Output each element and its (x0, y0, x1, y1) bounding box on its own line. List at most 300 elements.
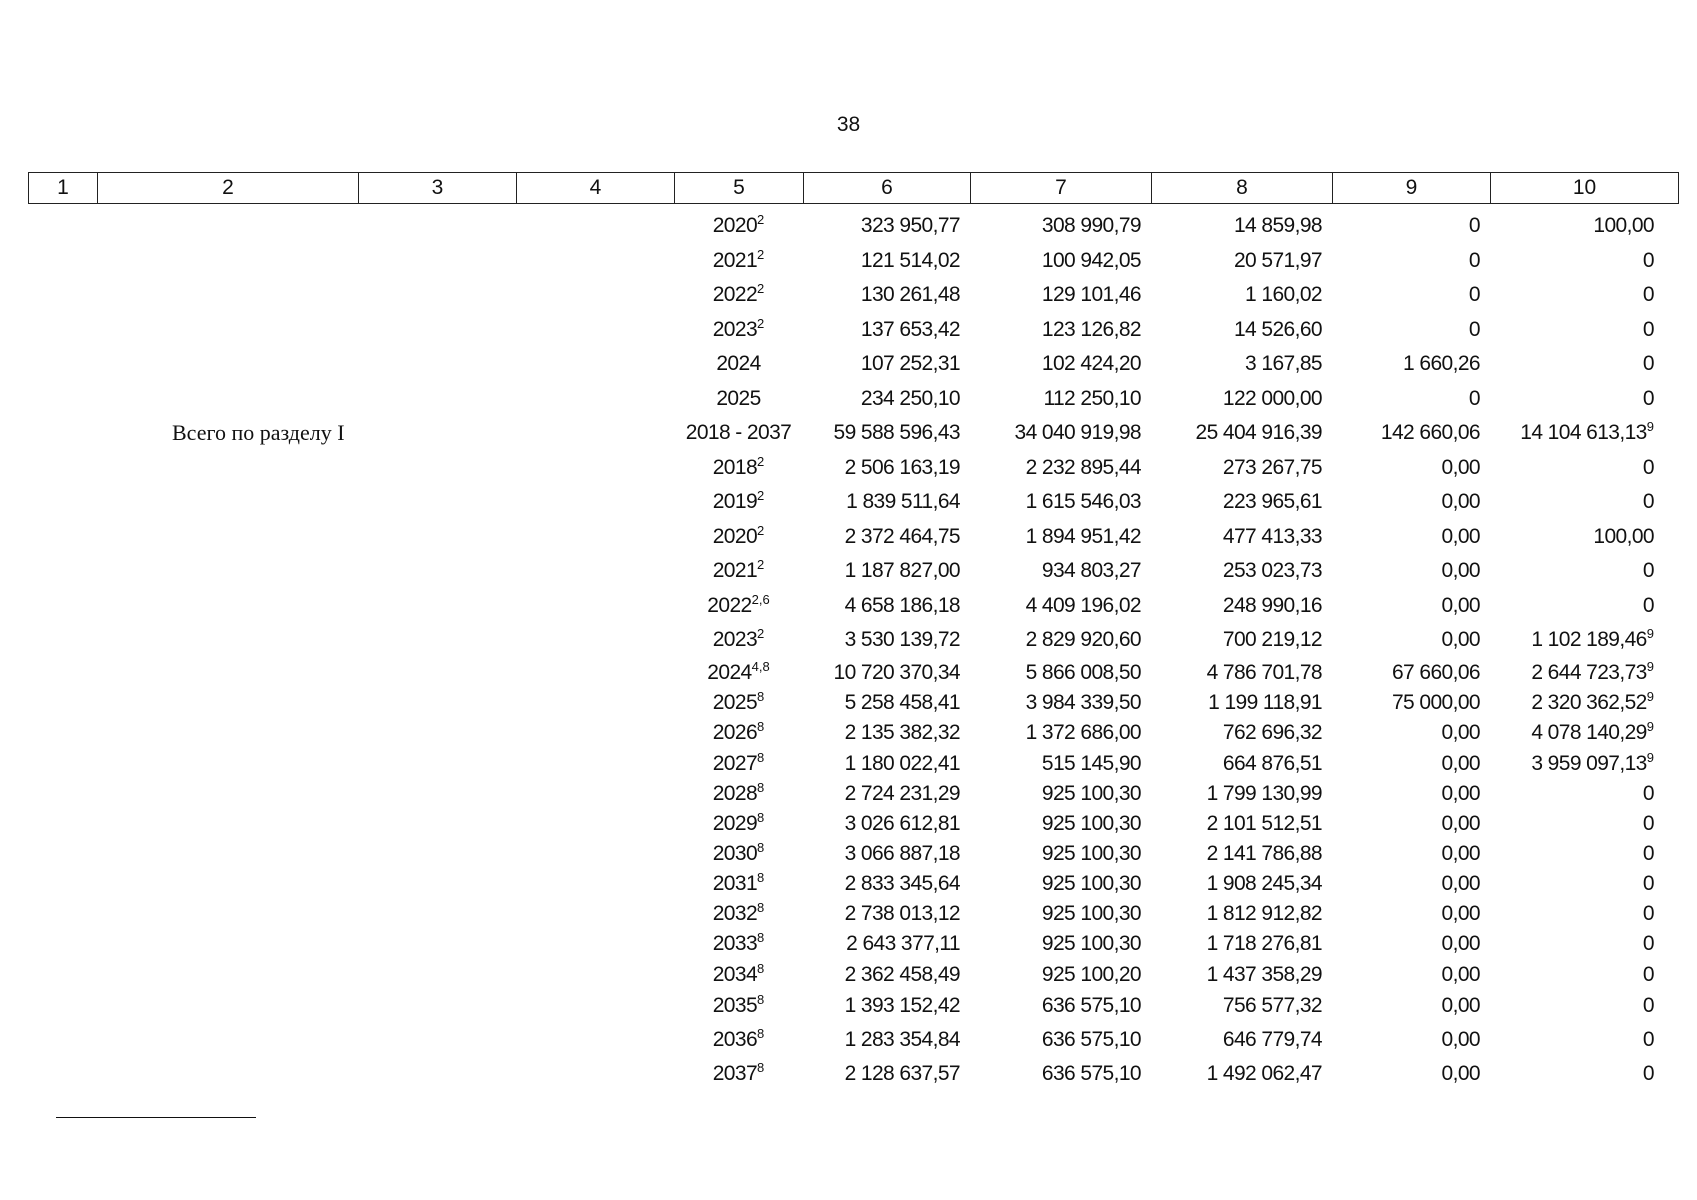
column-number-8: 8 (1152, 173, 1333, 204)
amount-c7: 4 409 196,02 (1025, 593, 1141, 617)
col-3-cell (358, 779, 516, 809)
amount-c10-value: 2 320 362,52 (1531, 691, 1647, 714)
amount-c8: 477 413,33 (1222, 524, 1322, 548)
col-2-cell (97, 209, 358, 243)
amount-c7: 112 250,10 (1043, 386, 1141, 410)
amount-c9: 0,00 (1441, 628, 1480, 651)
amount-c9: 0,00 (1441, 932, 1480, 955)
amount-c8: 1 160,02 (1245, 283, 1322, 306)
amount-c10 (1490, 748, 1678, 779)
col-3-cell (358, 519, 516, 554)
year-footnote-mark: 8 (757, 992, 765, 1007)
amount-c10-value: 0 (1642, 932, 1654, 955)
col-2-cell (97, 278, 358, 312)
table-row (28, 243, 1678, 278)
amount-c10-value: 2 644 723,73 (1531, 660, 1647, 684)
col-2-cell (97, 485, 358, 519)
col-4-cell (516, 278, 674, 312)
amount-c9: 0 (1468, 214, 1480, 237)
amount-c8: 762 696,32 (1222, 721, 1322, 744)
amount-c10 (1490, 312, 1678, 347)
amount-c9: 0,00 (1441, 559, 1480, 582)
table-row (28, 990, 1678, 1022)
col-3-cell (358, 209, 516, 243)
year-footnote-mark: 4,8 (751, 658, 770, 674)
year-value: 2023 (712, 317, 758, 341)
year-value: 2036 (712, 1027, 758, 1051)
year-footnote-mark: 8 (757, 1060, 765, 1075)
col-4-cell (516, 381, 674, 416)
amount-c10-value: 0 (1642, 283, 1654, 306)
year-cell (674, 243, 803, 278)
table-row (28, 1057, 1678, 1091)
col-1-cell (28, 588, 97, 623)
year-cell (674, 1057, 803, 1091)
year-footnote-mark: 2 (757, 246, 765, 262)
col-2-cell (97, 381, 358, 416)
col-3-cell (358, 1022, 516, 1057)
amount-c10-value: 0 (1642, 559, 1654, 582)
col-1-cell (28, 278, 97, 312)
year-value: 2037 (712, 1062, 758, 1085)
year-value: 2028 (712, 782, 758, 805)
column-number-9: 9 (1333, 173, 1491, 204)
column-number-2: 2 (98, 173, 359, 204)
amount-c7: 925 100,30 (1041, 872, 1141, 895)
amount-c6: 1 839 511,64 (846, 490, 960, 513)
amount-c7: 925 100,20 (1041, 962, 1141, 986)
amount-c7: 636 575,10 (1041, 1027, 1141, 1051)
col-3-cell (358, 485, 516, 519)
amount-c10 (1490, 657, 1678, 688)
table-row (28, 312, 1678, 347)
col-4-cell (516, 450, 674, 485)
col-1-cell (28, 959, 97, 990)
section-total-label: Всего по разделу I (172, 420, 345, 445)
year-value: 2027 (712, 751, 758, 775)
amount-c10-value: 0 (1642, 962, 1654, 986)
amount-c10-value: 4 078 140,29 (1531, 721, 1647, 744)
year-footnote-mark: 2 (757, 557, 765, 572)
col-4-cell (516, 839, 674, 869)
col-2-cell (97, 347, 358, 381)
year-value: 2018 - 2037 (685, 421, 792, 444)
year-value: 2033 (712, 932, 758, 955)
amount-c10-value: 1 102 189,46 (1531, 628, 1647, 651)
year-footnote-mark: 8 (757, 960, 765, 976)
col-1-cell (28, 1022, 97, 1057)
amount-c6: 5 258 458,41 (844, 691, 960, 714)
amount-c9: 0,00 (1441, 872, 1480, 895)
amount-c10 (1490, 899, 1678, 929)
col-4-cell (516, 1022, 674, 1057)
amount-c6: 323 950,77 (860, 214, 960, 237)
amount-c7: 515 145,90 (1041, 751, 1141, 775)
amount-c10-value: 100,00 (1593, 214, 1654, 237)
year-footnote-mark: 8 (757, 749, 765, 765)
amount-c6: 1 180 022,41 (844, 751, 960, 775)
amount-c6: 10 720 370,34 (833, 660, 960, 684)
amount-c10-value: 0 (1642, 490, 1654, 513)
table-row (28, 899, 1678, 929)
amount-c10 (1490, 623, 1678, 657)
amount-c8: 20 571,97 (1233, 248, 1322, 272)
table-row (28, 347, 1678, 381)
amount-c8: 700 219,12 (1222, 628, 1322, 651)
year-footnote-mark: 8 (757, 900, 765, 915)
year-cell (674, 1022, 803, 1057)
column-number-7: 7 (971, 173, 1152, 204)
amount-c9: 0,00 (1441, 490, 1480, 513)
amount-c10-value: 0 (1642, 994, 1654, 1017)
year-footnote-mark: 2 (757, 315, 765, 331)
column-number-4: 4 (517, 173, 675, 204)
col-3-cell (358, 243, 516, 278)
table-row (28, 209, 1678, 243)
amount-c10-value: 0 (1642, 248, 1654, 272)
amount-c6: 3 066 887,18 (844, 842, 960, 865)
year-value: 2029 (712, 812, 758, 835)
amount-c9: 0,00 (1441, 1062, 1480, 1085)
page-number: 38 (836, 113, 861, 136)
column-number-1: 1 (29, 173, 98, 204)
year-cell (674, 929, 803, 959)
amount-c7: 1 894 951,42 (1025, 524, 1141, 548)
amount-c7: 2 829 920,60 (1025, 628, 1141, 651)
footnote-separator (56, 1117, 256, 1118)
table-row (28, 1022, 1678, 1057)
amount-c10 (1490, 809, 1678, 839)
col-2-cell (97, 839, 358, 869)
year-value: 2032 (712, 902, 758, 925)
year-value: 2031 (712, 872, 758, 895)
amount-c9: 0,00 (1441, 751, 1480, 775)
col-4-cell (516, 809, 674, 839)
amount-c9: 0,00 (1441, 902, 1480, 925)
year-footnote-mark: 2 (757, 212, 765, 227)
col-3-cell (358, 278, 516, 312)
amount-c10-value: 3 959 097,13 (1531, 751, 1647, 775)
amount-c10-value: 0 (1642, 1062, 1654, 1085)
col-3-cell (358, 381, 516, 416)
col-2-cell (97, 688, 358, 718)
col-3-cell (358, 1057, 516, 1091)
amount-c9: 0,00 (1441, 962, 1480, 986)
col-1-cell (28, 899, 97, 929)
col-4-cell (516, 485, 674, 519)
amount-c6: 234 250,10 (860, 386, 960, 410)
amount-c6: 1 187 827,00 (844, 559, 960, 582)
amount-c10 (1490, 209, 1678, 243)
amount-c9: 0,00 (1441, 524, 1480, 548)
col-2-cell (97, 899, 358, 929)
table-row (28, 416, 1678, 450)
amount-c9: 0,00 (1441, 842, 1480, 865)
year-value: 2021 (712, 248, 758, 272)
column-number-header (28, 172, 1679, 204)
col-2-cell (97, 929, 358, 959)
col-1-cell (28, 519, 97, 554)
amount-c9: 0 (1468, 248, 1480, 272)
column-number-5: 5 (675, 173, 804, 204)
col-1-cell (28, 869, 97, 899)
table-row (28, 688, 1678, 718)
amount-c9: 0,00 (1441, 721, 1480, 744)
amount-c10 (1490, 1022, 1678, 1057)
amount-c10 (1490, 243, 1678, 278)
amount-c9: 0,00 (1441, 782, 1480, 805)
amount-c7: 100 942,05 (1041, 248, 1141, 272)
year-value: 2018 (712, 455, 758, 479)
col-2-cell (97, 450, 358, 485)
amount-c7: 123 126,82 (1041, 317, 1141, 341)
amount-c8: 14 526,60 (1233, 317, 1322, 341)
year-cell (674, 209, 803, 243)
amount-c10-value: 0 (1642, 317, 1654, 341)
amount-c6: 59 588 596,43 (833, 421, 960, 444)
col-1-cell (28, 554, 97, 588)
amount-c6: 130 261,48 (860, 283, 960, 306)
amount-c7: 925 100,30 (1041, 902, 1141, 925)
col-1-cell (28, 779, 97, 809)
year-cell (674, 278, 803, 312)
amount-c8: 248 990,16 (1222, 593, 1322, 617)
col-1-cell (28, 243, 97, 278)
amount-c10-value: 0 (1642, 782, 1654, 805)
year-cell (674, 688, 803, 718)
col-2-cell (97, 312, 358, 347)
amount-c10 (1490, 519, 1678, 554)
amount-c10-value: 0 (1642, 1027, 1654, 1051)
amount-c8: 664 876,51 (1222, 751, 1322, 775)
col-2-cell (97, 779, 358, 809)
col-4-cell (516, 209, 674, 243)
amount-c7: 129 101,46 (1041, 283, 1141, 306)
col-3-cell (358, 809, 516, 839)
col-3-cell (358, 416, 516, 450)
amount-c8: 14 859,98 (1233, 214, 1322, 237)
amount-c8: 2 101 512,51 (1206, 812, 1322, 835)
year-value: 2030 (712, 842, 758, 865)
year-value: 2021 (712, 559, 758, 582)
amount-c9: 0,00 (1441, 994, 1480, 1017)
col-1-cell (28, 381, 97, 416)
year-value: 2022 (707, 593, 752, 617)
amount-c8: 3 167,85 (1245, 352, 1322, 375)
col-4-cell (516, 243, 674, 278)
col-3-cell (358, 554, 516, 588)
year-cell (674, 869, 803, 899)
amount-c8: 646 779,74 (1222, 1027, 1322, 1051)
year-footnote-mark: 2,6 (751, 591, 770, 607)
col-4-cell (516, 990, 674, 1022)
column-number-row (29, 173, 1679, 204)
amount-c10 (1490, 990, 1678, 1022)
amount-c10 (1490, 959, 1678, 990)
col-4-cell (516, 929, 674, 959)
year-footnote-mark: 2 (757, 488, 765, 503)
year-cell (674, 959, 803, 990)
table-row (28, 450, 1678, 485)
col-4-cell (516, 1057, 674, 1091)
year-value: 2024 (707, 660, 752, 684)
amount-c10 (1490, 869, 1678, 899)
amount-c10 (1490, 929, 1678, 959)
col-2-cell (97, 657, 358, 688)
amount-c7: 925 100,30 (1041, 932, 1141, 955)
col-2-cell (97, 959, 358, 990)
amount-c10 (1490, 1057, 1678, 1091)
amount-c7: 925 100,30 (1041, 782, 1141, 805)
amount-c10 (1490, 347, 1678, 381)
amount-c10 (1490, 779, 1678, 809)
col-4-cell (516, 718, 674, 748)
table-row (28, 929, 1678, 959)
year-footnote-mark: 8 (757, 840, 765, 855)
year-cell (674, 519, 803, 554)
amount-c8: 1 908 245,34 (1206, 872, 1322, 895)
amount-c10 (1490, 588, 1678, 623)
amount-c8: 4 786 701,78 (1206, 660, 1322, 684)
amount-c7: 934 803,27 (1041, 559, 1141, 582)
amount-c10-value: 0 (1642, 386, 1654, 410)
amount-c10-value: 0 (1642, 812, 1654, 835)
year-value: 2020 (712, 214, 758, 237)
amount-c10-value: 0 (1642, 455, 1654, 479)
col-1-cell (28, 809, 97, 839)
col-3-cell (358, 959, 516, 990)
amount-c6: 137 653,42 (860, 317, 960, 341)
year-cell (674, 485, 803, 519)
col-3-cell (358, 839, 516, 869)
col-4-cell (516, 347, 674, 381)
table-body (28, 209, 1678, 1091)
col-4-cell (516, 416, 674, 450)
table-row (28, 381, 1678, 416)
col-1-cell (28, 416, 97, 450)
col-3-cell (358, 990, 516, 1022)
amount-footnote-mark: 9 (1646, 626, 1654, 641)
year-cell (674, 623, 803, 657)
col-4-cell (516, 688, 674, 718)
col-1-cell (28, 1057, 97, 1091)
col-4-cell (516, 312, 674, 347)
table-row (28, 959, 1678, 990)
year-value: 2025 (716, 386, 761, 410)
col-1-cell (28, 990, 97, 1022)
amount-c10 (1490, 278, 1678, 312)
year-value: 2026 (712, 721, 758, 744)
amount-footnote-mark: 9 (1646, 658, 1654, 674)
year-cell (674, 416, 803, 450)
amount-c7: 925 100,30 (1041, 842, 1141, 865)
amount-c6: 2 506 163,19 (844, 455, 960, 479)
amount-c7: 34 040 919,98 (1014, 421, 1141, 444)
year-value: 2020 (712, 524, 758, 548)
col-4-cell (516, 899, 674, 929)
amount-c8: 1 799 130,99 (1206, 782, 1322, 805)
amount-c7: 925 100,30 (1041, 812, 1141, 835)
amount-c9: 0 (1468, 386, 1480, 410)
amount-c9: 75 000,00 (1391, 691, 1480, 714)
amount-c7: 308 990,79 (1041, 214, 1141, 237)
col-1-cell (28, 839, 97, 869)
amount-c10 (1490, 450, 1678, 485)
col-3-cell (358, 869, 516, 899)
table-row (28, 779, 1678, 809)
amount-c8: 273 267,75 (1222, 455, 1322, 479)
amount-c7: 1 615 546,03 (1025, 490, 1141, 513)
col-4-cell (516, 588, 674, 623)
col-4-cell (516, 554, 674, 588)
table-row (28, 485, 1678, 519)
year-footnote-mark: 8 (757, 689, 765, 704)
amount-c9: 67 660,06 (1391, 660, 1480, 684)
col-1-cell (28, 450, 97, 485)
amount-c10-value: 0 (1642, 593, 1654, 617)
year-value: 2025 (712, 691, 758, 714)
col-1-cell (28, 623, 97, 657)
amount-footnote-mark: 9 (1646, 719, 1654, 734)
col-4-cell (516, 869, 674, 899)
col-4-cell (516, 748, 674, 779)
col-1-cell (28, 688, 97, 718)
column-number-6: 6 (804, 173, 971, 204)
year-footnote-mark: 8 (757, 870, 765, 885)
amount-c6: 107 252,31 (860, 352, 960, 375)
col-2-cell (97, 1057, 358, 1091)
table-row (28, 869, 1678, 899)
col-2-cell (97, 748, 358, 779)
col-1-cell (28, 718, 97, 748)
col-3-cell (358, 718, 516, 748)
year-footnote-mark: 8 (757, 780, 765, 795)
amount-c6: 2 128 637,57 (844, 1062, 960, 1085)
amount-footnote-mark: 9 (1646, 749, 1654, 765)
year-footnote-mark: 2 (757, 626, 765, 641)
year-cell (674, 312, 803, 347)
amount-c6: 2 372 464,75 (844, 524, 960, 548)
amount-c10 (1490, 554, 1678, 588)
year-footnote-mark: 8 (757, 930, 765, 945)
year-value: 2022 (712, 283, 758, 306)
table-row (28, 554, 1678, 588)
year-cell (674, 779, 803, 809)
amount-c10-value: 0 (1642, 842, 1654, 865)
table-row (28, 623, 1678, 657)
amount-c7: 3 984 339,50 (1025, 691, 1141, 714)
amount-c8: 1 812 912,82 (1206, 902, 1322, 925)
amount-c8: 1 492 062,47 (1206, 1062, 1322, 1085)
amount-footnote-mark: 9 (1646, 419, 1654, 434)
year-cell (674, 899, 803, 929)
amount-c8: 1 199 118,91 (1208, 691, 1322, 714)
amount-c8: 253 023,73 (1222, 559, 1322, 582)
amount-c10 (1490, 416, 1678, 450)
col-3-cell (358, 929, 516, 959)
col-4-cell (516, 959, 674, 990)
amount-c9: 1 660,26 (1403, 352, 1480, 375)
amount-c6: 2 724 231,29 (844, 782, 960, 805)
amount-c9: 142 660,06 (1380, 421, 1480, 444)
amount-c6: 2 135 382,32 (844, 721, 960, 744)
col-2-cell (97, 623, 358, 657)
year-value: 2023 (712, 628, 758, 651)
year-footnote-mark: 2 (757, 522, 765, 538)
column-number-3: 3 (359, 173, 517, 204)
col-2-cell (97, 869, 358, 899)
table-row (28, 588, 1678, 623)
